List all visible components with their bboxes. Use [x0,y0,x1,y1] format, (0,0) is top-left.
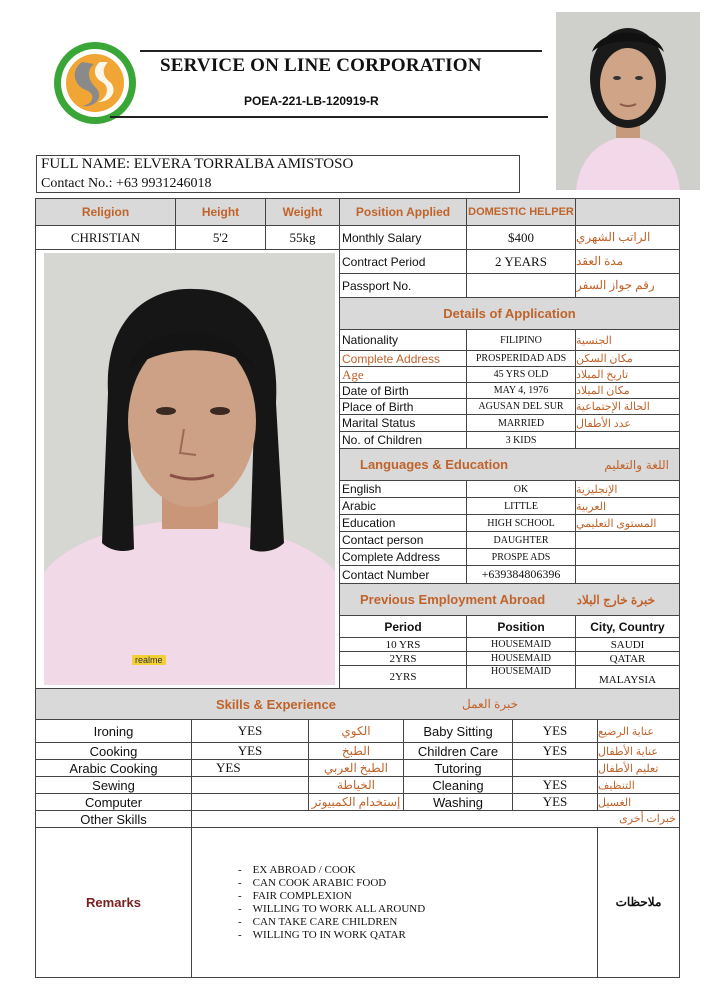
employment-title-arabic: خبرة خارج البلاد [576,592,655,607]
remark-item: - WILLING TO IN WORK QATAR [238,928,406,941]
employment-title-row [339,583,680,616]
complete-address-value: PROSPERIDAD ADS [466,350,576,367]
skill-children-care-label: Children Care [403,742,513,760]
remark-item: - CAN TAKE CARE CHILDREN [238,915,398,928]
skill-children-care-value: YES [512,742,598,760]
skill-arabic-cooking-arabic: الطبخ العربي [308,759,404,777]
remarks-label-text: Remarks [86,895,141,910]
monthly-salary-label: Monthly Salary [339,225,467,250]
period-header: Period [339,615,467,638]
children-value: 3 KIDS [466,431,576,449]
education-arabic: المستوى التعليمي [575,514,680,532]
skill-baby-sitting-arabic: عناية الرضيع [597,719,680,743]
place-of-birth-value: AGUSAN DEL SUR [466,398,576,415]
position-header: Position [466,615,576,638]
emp-row-1-position: HOUSEMAID [466,637,576,652]
date-of-birth-value: MAY 4, 1976 [466,382,576,399]
skill-ironing-arabic: الكوي [308,719,404,743]
portrait-photo-small [556,12,700,190]
remarks-label [35,827,192,978]
contract-period-value: 2 YEARS [466,249,576,274]
remark-item: - WILLING TO WORK ALL AROUND [238,902,426,915]
date-of-birth-label: Date of Birth [339,382,467,399]
monthly-salary-arabic: الراتب الشهري [575,225,680,250]
english-label: English [339,480,467,498]
languages-title: Languages & Education [360,457,509,472]
place-of-birth-arabic: الحالة الإجتماعية [575,398,680,415]
employment-title: Previous Employment Abroad [360,592,546,607]
emp-row-2-period: 2YRS [339,651,467,666]
skill-computer-arabic: إستخدام الكمبيوتر [308,793,404,811]
skill-sewing-arabic: الخياطة [308,776,404,794]
languages-title-arabic: اللغة والتعليم [604,457,669,472]
contact-address-label: Complete Address [339,548,467,566]
full-name-line [41,156,353,173]
camera-watermark: realme [132,655,166,665]
complete-address-arabic: مكان السكن [575,350,680,367]
skill-cleaning-label: Cleaning [403,776,513,794]
company-name: SERVICE ON LINE CORPORATION [160,55,482,76]
passport-arabic: رقم جواز السفر [575,273,680,298]
skill-washing-arabic: الغسيل [597,793,680,811]
skill-washing-value: YES [512,793,598,811]
marital-status-label: Marital Status [339,414,467,432]
contact-person-arabic [575,531,680,549]
contact-number-label: Contact Number [339,565,467,584]
remarks-list [192,864,425,942]
complete-address-label: Complete Address [339,350,467,367]
children-arabic [575,431,680,449]
contact-value: +63 9931246018 [116,176,212,191]
contact-person-value: DAUGHTER [466,531,576,549]
skill-cooking-label: Cooking [35,742,192,760]
marital-status-value: MARRIED [466,414,576,432]
skill-computer-value [191,793,309,811]
skill-sewing-value [191,776,309,794]
company-logo [52,40,138,126]
date-of-birth-arabic: مكان الميلاد [575,382,680,399]
passport-label: Passport No. [339,273,467,298]
education-label: Education [339,514,467,532]
remark-item: - FAIR COMPLEXION [238,889,352,902]
skill-cleaning-arabic: التنظيف [597,776,680,794]
weight-header: Weight [265,198,340,226]
english-value: OK [466,480,576,498]
arabic-label: Arabic [339,497,467,515]
weight-value: 55kg [265,225,340,250]
monthly-salary-value: $400 [466,225,576,250]
marital-status-arabic: عدد الأطفال [575,414,680,432]
skill-cooking-arabic: الطبخ [308,742,404,760]
city-country-header: City, Country [575,615,680,638]
nationality-value: FILIPINO [466,329,576,351]
nationality-label: Nationality [339,329,467,351]
arabic-arabic: العربية [575,497,680,515]
height-header: Height [175,198,266,226]
skill-washing-label: Washing [403,793,513,811]
arabic-value: LITTLE [466,497,576,515]
religion-header: Religion [35,198,176,226]
contact-address-arabic [575,548,680,566]
full-name-value: ELVERA TORRALBA AMISTOSO [133,156,354,172]
skill-tutoring-value [512,759,598,777]
position-arabic-blank [575,198,680,226]
header-rule-top [140,50,542,52]
skills-title-arabic: خبرة العمل [462,697,519,711]
passport-value [466,273,576,298]
skill-ironing-label: Ironing [35,719,192,743]
skill-arabic-cooking-label: Arabic Cooking [35,759,192,777]
height-value: 5'2 [175,225,266,250]
contract-period-label: Contract Period [339,249,467,274]
contact-label: Contact No.: [41,176,113,191]
skill-tutoring-arabic: تعليم الأطفال [597,759,680,777]
nationality-arabic: الجنسية [575,329,680,351]
header-rule-bottom [110,116,548,118]
details-title: Details of Application [339,297,680,330]
contact-line [41,176,211,192]
skill-computer-label: Computer [35,793,192,811]
remarks-content [191,827,598,978]
emp-row-3-city: MALAYSIA [575,665,680,689]
contact-number-value: +639384806396 [466,565,576,584]
emp-row-1-period: 10 YRS [339,637,467,652]
skills-title-row [35,688,680,720]
skill-cleaning-value: YES [512,776,598,794]
emp-row-3-period: 2YRS [339,665,467,689]
contact-address-value: PROSPE ADS [466,548,576,566]
other-skills-label: Other Skills [35,810,192,828]
education-value: HIGH SCHOOL [466,514,576,532]
age-label: Age [339,366,467,383]
contract-period-arabic: مدة العقد [575,249,680,274]
position-applied-header: Position Applied [339,198,467,226]
skill-arabic-cooking-value: YES [191,759,309,777]
full-name-label: FULL NAME: [41,156,131,172]
languages-title-row [339,448,680,481]
place-of-birth-label: Place of Birth [339,398,467,415]
skill-baby-sitting-label: Baby Sitting [403,719,513,743]
position-applied-value [466,198,576,226]
position-value-text: DOMESTIC HELPER [468,206,574,218]
skill-cooking-value: YES [191,742,309,760]
skill-ironing-value: YES [191,719,309,743]
religion-value: CHRISTIAN [35,225,176,250]
emp-row-2-city: QATAR [575,651,680,666]
other-skills-arabic: خبرات أخرى [619,813,676,825]
skill-children-care-arabic: عناية الأطفال [597,742,680,760]
remarks-label-arabic: ملاحظات [615,895,662,909]
children-label: No. of Children [339,431,467,449]
skill-tutoring-label: Tutoring [403,759,513,777]
license-number: POEA-221-LB-120919-R [244,94,379,108]
emp-row-2-position: HOUSEMAID [466,651,576,666]
contact-number-arabic [575,565,680,584]
remark-item: - EX ABROAD / COOK [238,863,356,876]
age-value: 45 YRS OLD [466,366,576,383]
english-arabic: الإنجليزية [575,480,680,498]
skill-baby-sitting-value: YES [512,719,598,743]
emp-row-1-city: SAUDI [575,637,680,652]
remarks-arabic-cell [597,827,680,978]
contact-person-label: Contact person [339,531,467,549]
skill-sewing-label: Sewing [35,776,192,794]
emp-row-3-position: HOUSEMAID [466,665,576,689]
age-arabic: تاريخ الميلاد [575,366,680,383]
remark-item: - CAN COOK ARABIC FOOD [238,876,387,889]
portrait-photo-large [44,253,335,685]
skills-title: Skills & Experience [216,696,336,712]
